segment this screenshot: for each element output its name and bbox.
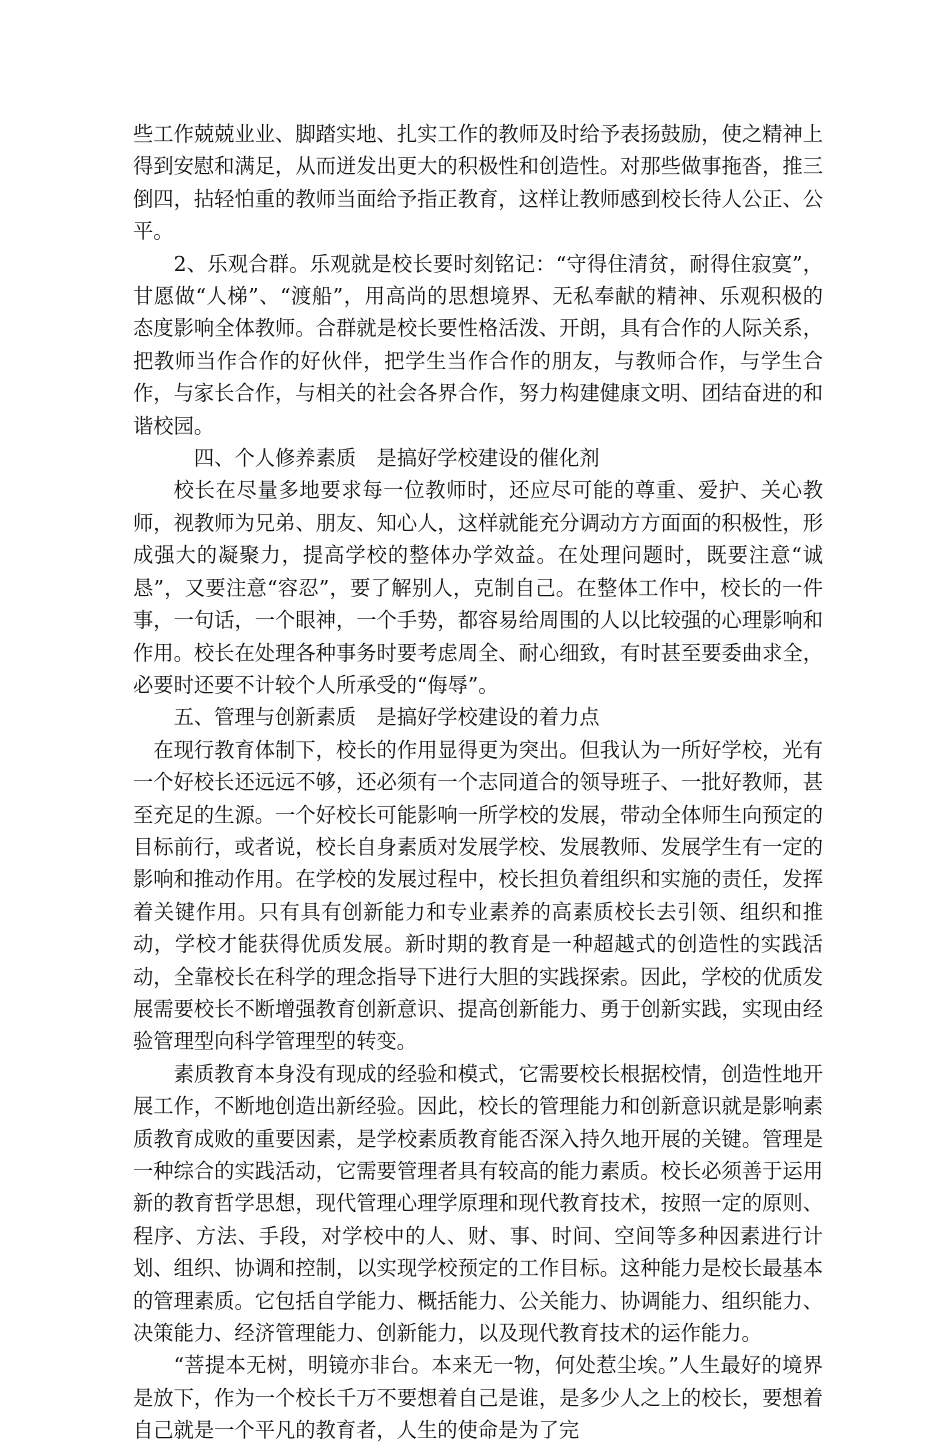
section-heading-management-innovation: 五、管理与创新素质 是搞好学校建设的着力点	[173, 705, 600, 730]
paragraph-bodhi-quote: “菩提本无树，明镜亦非台。本来无一物，何处惹尘埃。”人生最好的境界是放下，作为一个校长千万不要想着自己是谁，是多少人之上的校长，要想着自己就是一个平凡的教育者，人生的使命是为了完	[133, 1353, 823, 1443]
paragraph-principal-role: 在现行教育体制下，校长的作用显得更为突出。但我认为一所好学校，光有一个好校长还远远不够，还必须有一个志同道合的领导班子、一批好教师，甚至充足的生源。一个好校长可能影响一所学校的发展，带动全体师生向预定的目标前行，或者说，校长自身素质对发展学校、发展教师、发展学生有一定的影响和推动作用。在学校的发展过程中，校长担负着组织和实施的责任，发挥着关键作用。只有具有创新能力和专业素养的高素质校长去引领、组织和推动，学校才能获得优质发展。新时期的教育是一种超越式的创造性的实践活动，全靠校长在科学的理念指导下进行大胆的实践探索。因此，学校的优质发展需要校长不断增强教育创新意识、提高创新能力、勇于创新实践，实现由经验管理型向科学管理型的转变。	[133, 737, 823, 1054]
section-heading-personal-cultivation: 四、个人修养素质 是搞好学校建设的催化剂	[193, 446, 600, 471]
paragraph-continued-fairness: 些工作兢兢业业、脚踏实地、扎实工作的教师及时给予表扬鼓励，使之精神上得到安慰和满足，从而迸发出更大的积极性和创造性。对那些做事拖沓，推三倒四，拈轻怕重的教师当面给予指正教育，这样让教师感到校长待人公正、公平。	[133, 122, 823, 244]
paragraph-optimism-sociability: 2、乐观合群。乐观就是校长要时刻铭记：“守得住清贫，耐得住寂寞”，甘愿做“人梯”、“渡船”，用高尚的思想境界、无私奉献的精神、乐观积极的态度影响全体教师。合群就是校长要性格活泼、开朗，具有合作的人际关系，把教师当作合作的好伙伴，把学生当作合作的朋友，与教师合作，与学生合作，与家长合作，与相关的社会各界合作，努力构建健康文明、团结奋进的和谐校园。	[133, 251, 823, 438]
paragraph-quality-education: 素质教育本身没有现成的经验和模式，它需要校长根据校情，创造性地开展工作，不断地创造出新经验。因此，校长的管理能力和创新意识就是影响素质教育成败的重要因素，是学校素质教育能否深入持久地开展的关键。管理是一种综合的实践活动，它需要管理者具有较高的能力素质。校长必须善于运用新的教育哲学思想，现代管理心理学原理和现代教育技术，按照一定的原则、程序、方法、手段，对学校中的人、财、事、时间、空间等多种因素进行计划、组织、协调和控制，以实现学校预定的工作目标。这种能力是校长最基本的管理素质。它包括自学能力、概括能力、公关能力、协调能力、组织能力、决策能力、经济管理能力、创新能力，以及现代教育技术的运作能力。	[133, 1061, 823, 1346]
paragraph-respect-teachers: 校长在尽量多地要求每一位教师时，还应尽可能的尊重、爱护、关心教师，视教师为兄弟、朋友、知心人，这样就能充分调动方方面面的积极性，形成强大的凝聚力，提高学校的整体办学效益。在处理问题时，既要注意“诚恳”，又要注意“容忍”，要了解别人，克制自己。在整体工作中，校长的一件事，一句话，一个眼神，一个手势，都容易给周围的人以比较强的心理影响和作用。校长在处理各种事务时要考虑周全、耐心细致，有时甚至要委曲求全，必要时还要不计较个人所承受的“侮辱”。	[133, 478, 823, 697]
document-body	[133, 118, 823, 1447]
